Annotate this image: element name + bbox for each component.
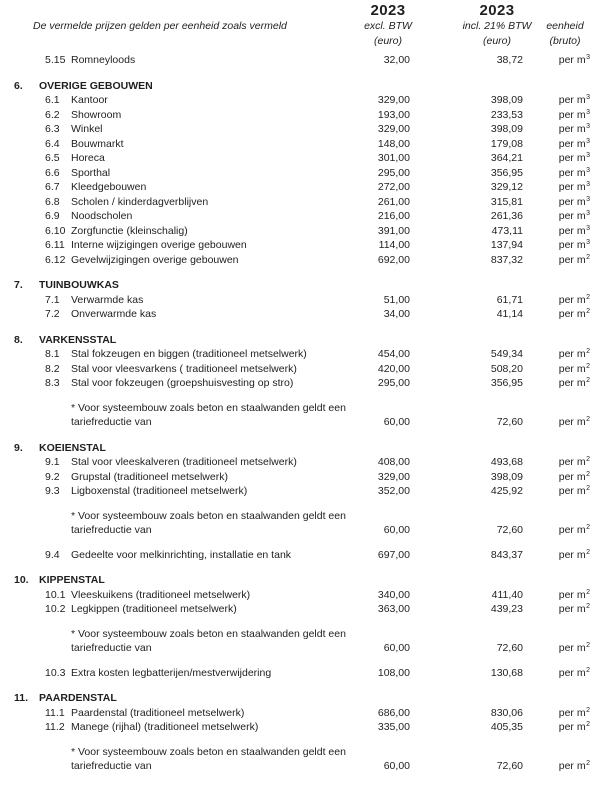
note-line-1: * Voor systeembouw zoals beton en staalwanden geldt een — [71, 509, 346, 522]
item-number: 8.2 — [45, 362, 60, 375]
price-incl-btw: 41,14 — [496, 308, 523, 320]
item-description: Stal voor vleesvarkens ( traditioneel metselwerk) — [71, 362, 297, 375]
item-description: Paardenstal (traditioneel metselwerk) — [71, 706, 245, 719]
unit-exponent: 2 — [586, 416, 590, 423]
section-title: KIPPENSTAL — [39, 574, 105, 586]
item-description: Scholen / kinderdagverblijven — [71, 195, 209, 208]
price-row — [0, 362, 604, 377]
unit-exponent: 3 — [586, 166, 590, 174]
note-row — [0, 641, 604, 656]
item-number: 6.1 — [45, 94, 60, 106]
unit-exponent: 2 — [586, 470, 590, 478]
unit-header-spacer — [515, 2, 604, 19]
unit-base: per m — [558, 239, 586, 251]
unit-base: per m — [558, 123, 586, 135]
unit-base: per m — [558, 224, 586, 237]
item-number: 9.1 — [45, 456, 60, 468]
unit-label — [523, 253, 590, 270]
price-excl-btw: 692,00 — [377, 253, 410, 266]
price-incl-btw: 830,06 — [490, 706, 523, 719]
unit-base: per m — [558, 470, 586, 483]
eenheid-label: eenheid — [546, 20, 584, 32]
unit-exponent: 2 — [586, 253, 590, 261]
item-number: 6.12 — [45, 253, 66, 266]
unit-exponent: 2 — [586, 485, 590, 492]
price-excl-btw: 329,00 — [377, 470, 410, 483]
section-number: 8. — [14, 333, 23, 346]
unit-exponent: 2 — [586, 362, 590, 370]
price-row — [0, 238, 604, 253]
unit-exponent: 3 — [586, 108, 590, 116]
item-number: 8.1 — [45, 348, 60, 360]
price-row — [0, 93, 604, 108]
price-row — [0, 376, 604, 391]
item-description: Showroom — [71, 108, 122, 121]
item-number: 6.8 — [45, 195, 60, 208]
unit-exponent: 3 — [586, 137, 590, 145]
price-excl-btw: 295,00 — [377, 166, 410, 179]
section-row — [0, 333, 604, 348]
price-row — [0, 307, 604, 322]
price-incl-btw: 837,32 — [490, 253, 523, 266]
unit-base: per m — [558, 308, 586, 320]
note-row — [0, 627, 604, 642]
unit-base: per m — [558, 293, 586, 306]
item-description: Gevelwijzigingen overige gebouwen — [71, 253, 239, 266]
price-excl-btw: 295,00 — [377, 377, 410, 389]
unit-label — [523, 759, 590, 776]
note-line-2: tariefreductie van — [71, 642, 152, 654]
item-number: 9.4 — [45, 548, 60, 561]
price-excl-btw: 272,00 — [377, 181, 410, 193]
price-incl-btw: 72,60 — [496, 416, 523, 428]
price-incl-btw: 38,72 — [496, 54, 523, 66]
section-row — [0, 278, 604, 293]
item-number: 9.3 — [45, 485, 60, 497]
price-row — [0, 548, 604, 563]
item-number: 8.3 — [45, 377, 60, 389]
unit-base: per m — [558, 456, 586, 468]
unit-exponent: 3 — [586, 224, 590, 232]
item-description: Ligboxenstal (traditioneel metselwerk) — [71, 485, 248, 497]
unit-exponent: 2 — [586, 721, 590, 728]
price-row — [0, 720, 604, 735]
section-number: 9. — [14, 441, 23, 454]
unit-base: per m — [558, 760, 586, 772]
item-description: Stal voor vleeskalveren (traditioneel metselwerk) — [71, 456, 297, 468]
price-row — [0, 151, 604, 166]
year-label-incl: 2023 — [479, 2, 515, 19]
price-row — [0, 180, 604, 195]
price-incl-btw: 549,34 — [490, 348, 523, 360]
section-row — [0, 573, 604, 588]
unit-exponent: 2 — [586, 548, 590, 556]
unit-base: per m — [558, 416, 586, 428]
unit-base: per m — [558, 524, 586, 536]
price-row — [0, 470, 604, 485]
item-number: 6.2 — [45, 108, 60, 121]
price-incl-btw: 508,20 — [490, 362, 523, 375]
unit-exponent: 3 — [586, 94, 590, 101]
price-row — [0, 253, 604, 268]
table-body — [0, 53, 604, 774]
note-row — [0, 745, 604, 760]
item-description: Interne wijzigingen overige gebouwen — [71, 239, 247, 251]
price-incl-btw: 398,09 — [490, 123, 523, 135]
bruto-label: (bruto) — [549, 34, 581, 47]
note-row — [0, 401, 604, 416]
item-number: 6.4 — [45, 137, 60, 150]
table-header — [0, 0, 604, 53]
section-row — [0, 79, 604, 94]
price-excl-btw: 60,00 — [383, 416, 410, 428]
unit-exponent: 2 — [586, 588, 590, 596]
item-description: Sporthal — [71, 166, 111, 179]
price-excl-btw: 108,00 — [377, 666, 410, 679]
unit-base: per m — [558, 588, 586, 601]
item-description: Gedeelte voor melkinrichting, installatie en tank — [71, 548, 292, 561]
price-excl-btw: 51,00 — [383, 293, 410, 306]
unit-base: per m — [558, 548, 586, 561]
item-number: 6.7 — [45, 181, 60, 193]
item-description: Stal fokzeugen en biggen (traditioneel metselwerk) — [71, 348, 307, 360]
price-row — [0, 602, 604, 617]
item-description: Kleedgebouwen — [71, 181, 147, 193]
unit-exponent: 3 — [586, 123, 590, 130]
price-incl-btw: 137,94 — [490, 239, 523, 251]
unit-label — [523, 415, 590, 432]
price-row — [0, 195, 604, 210]
price-excl-btw: 60,00 — [383, 760, 410, 772]
price-incl-btw: 843,37 — [490, 548, 523, 561]
price-row — [0, 122, 604, 137]
section-title: TUINBOUWKAS — [39, 279, 119, 291]
unit-exponent: 3 — [586, 210, 590, 217]
item-number: 6.3 — [45, 123, 60, 135]
item-number: 6.10 — [45, 224, 66, 237]
price-incl-btw: 425,92 — [490, 485, 523, 497]
unit-base: per m — [558, 253, 586, 266]
price-excl-btw: 340,00 — [377, 588, 410, 601]
note-line-1: * Voor systeembouw zoals beton en staalwanden geldt een — [71, 627, 346, 640]
note-line-1: * Voor systeembouw zoals beton en staalwanden geldt een — [71, 401, 346, 414]
price-row — [0, 209, 604, 224]
section-title: PAARDENSTAL — [39, 692, 117, 704]
unit-label — [523, 53, 590, 70]
incl-btw-label: incl. 21% BTW — [462, 20, 532, 32]
unit-base: per m — [558, 137, 586, 150]
price-incl-btw: 364,21 — [490, 152, 523, 164]
section-number: 11. — [14, 692, 29, 704]
unit-label — [523, 548, 590, 565]
price-row — [0, 347, 604, 362]
unit-exponent: 3 — [586, 181, 590, 188]
unit-exponent: 2 — [586, 293, 590, 301]
unit-exponent: 2 — [586, 603, 590, 610]
price-excl-btw: 329,00 — [377, 123, 410, 135]
price-incl-btw: 405,35 — [490, 721, 523, 733]
price-incl-btw: 261,36 — [490, 210, 523, 222]
price-row — [0, 706, 604, 721]
unit-base: per m — [558, 603, 586, 615]
item-number: 10.1 — [45, 588, 66, 601]
item-description: Zorgfunctie (kleinschalig) — [71, 224, 188, 237]
unit-base: per m — [558, 485, 586, 497]
unit-label — [523, 307, 590, 324]
price-row — [0, 108, 604, 123]
section-title: OVERIGE GEBOUWEN — [39, 79, 153, 92]
unit-base: per m — [558, 362, 586, 375]
price-incl-btw: 72,60 — [496, 642, 523, 654]
price-excl-btw: 148,00 — [377, 137, 410, 150]
unit-label — [523, 641, 590, 658]
price-excl-btw: 335,00 — [377, 721, 410, 733]
price-row — [0, 53, 604, 68]
price-excl-btw: 60,00 — [383, 642, 410, 654]
item-description: Onverwarmde kas — [71, 308, 157, 320]
price-row — [0, 588, 604, 603]
item-description: Verwarmde kas — [71, 293, 144, 306]
price-excl-btw: 114,00 — [378, 239, 410, 251]
price-incl-btw: 398,09 — [490, 94, 523, 106]
note-line-2: tariefreductie van — [71, 416, 152, 428]
incl-euro-label: (euro) — [482, 34, 511, 47]
price-excl-btw: 301,00 — [377, 152, 410, 164]
excl-btw-label: excl. BTW — [364, 20, 412, 32]
item-number: 11.1 — [45, 706, 65, 719]
year-label-excl: 2023 — [370, 2, 406, 19]
unit-exponent: 2 — [586, 642, 590, 649]
price-excl-btw: 329,00 — [377, 94, 410, 106]
price-excl-btw: 216,00 — [377, 210, 410, 222]
unit-base: per m — [558, 721, 586, 733]
price-excl-btw: 352,00 — [377, 485, 410, 497]
item-description: Kantoor — [71, 94, 108, 106]
price-excl-btw: 34,00 — [383, 308, 410, 320]
section-number: 10. — [14, 574, 29, 586]
unit-base: per m — [558, 642, 586, 654]
item-description: Legkippen (traditioneel metselwerk) — [71, 603, 237, 615]
item-number: 7.1 — [45, 293, 60, 306]
unit-exponent: 3 — [586, 195, 590, 203]
price-row — [0, 137, 604, 152]
unit-exponent: 2 — [586, 524, 590, 531]
item-description: Stal voor fokzeugen (groepshuisvesting op stro) — [71, 377, 294, 389]
price-row — [0, 166, 604, 181]
unit-base: per m — [558, 108, 586, 121]
price-incl-btw: 72,60 — [496, 760, 523, 772]
item-number: 11.2 — [45, 721, 65, 733]
price-incl-btw: 493,68 — [490, 456, 523, 468]
unit-base: per m — [558, 195, 586, 208]
note-row — [0, 509, 604, 524]
item-description: Horeca — [71, 152, 105, 164]
note-row — [0, 523, 604, 538]
price-excl-btw: 686,00 — [377, 706, 410, 719]
price-excl-btw: 363,00 — [377, 603, 410, 615]
price-row — [0, 293, 604, 308]
price-incl-btw: 72,60 — [496, 524, 523, 536]
note-row — [0, 415, 604, 430]
intro-note: De vermelde prijzen gelden per eenheid zoals vermeld — [33, 20, 287, 32]
unit-base: per m — [558, 666, 586, 679]
unit-exponent: 2 — [586, 706, 590, 714]
price-row — [0, 224, 604, 239]
unit-exponent: 3 — [586, 239, 590, 246]
unit-label — [523, 666, 590, 683]
item-description: Vleeskuikens (traditioneel metselwerk) — [71, 588, 251, 601]
item-number: 6.11 — [45, 239, 65, 251]
price-excl-btw: 420,00 — [377, 362, 410, 375]
unit-base: per m — [558, 152, 586, 164]
item-number: 10.3 — [45, 666, 66, 679]
item-number: 6.9 — [45, 210, 60, 222]
price-excl-btw: 32,00 — [383, 54, 410, 66]
item-number: 6.5 — [45, 152, 60, 164]
price-excl-btw: 454,00 — [377, 348, 410, 360]
price-incl-btw: 130,68 — [490, 666, 523, 679]
unit-base: per m — [558, 706, 586, 719]
unit-exponent: 2 — [586, 760, 590, 767]
unit-exponent: 2 — [586, 308, 590, 315]
unit-label — [523, 720, 590, 737]
price-excl-btw: 391,00 — [377, 224, 410, 237]
unit-label — [523, 523, 590, 540]
item-description: Extra kosten legbatterijen/mestverwijdering — [71, 666, 272, 679]
price-incl-btw: 233,53 — [490, 108, 523, 121]
column-header-unit — [515, 2, 604, 48]
item-description: Noodscholen — [71, 210, 133, 222]
section-title: KOEIENSTAL — [39, 441, 106, 454]
unit-label — [523, 376, 590, 393]
price-excl-btw: 408,00 — [377, 456, 410, 468]
unit-label — [523, 602, 590, 619]
section-row — [0, 441, 604, 456]
item-number: 5.15 — [45, 54, 66, 66]
price-incl-btw: 329,12 — [490, 181, 523, 193]
price-row — [0, 666, 604, 681]
unit-exponent: 2 — [586, 456, 590, 463]
unit-base: per m — [558, 181, 586, 193]
item-description: Bouwmarkt — [71, 137, 124, 150]
unit-label — [523, 484, 590, 501]
column-header-excl-btw — [328, 2, 448, 48]
unit-exponent: 3 — [586, 54, 590, 61]
unit-base: per m — [558, 166, 586, 179]
section-row — [0, 691, 604, 706]
unit-base: per m — [558, 348, 586, 360]
item-description: Winkel — [71, 123, 103, 135]
item-description: Manege (rijhal) (traditioneel metselwerk) — [71, 721, 259, 733]
unit-exponent: 2 — [586, 348, 590, 355]
item-description: Romneyloods — [71, 54, 136, 66]
price-excl-btw: 60,00 — [383, 524, 410, 536]
section-title: VARKENSSTAL — [39, 333, 117, 346]
price-row — [0, 484, 604, 499]
item-number: 7.2 — [45, 308, 60, 320]
price-incl-btw: 356,95 — [490, 166, 523, 179]
price-excl-btw: 261,00 — [377, 195, 410, 208]
unit-exponent: 2 — [586, 377, 590, 384]
price-incl-btw: 398,09 — [490, 470, 523, 483]
price-excl-btw: 697,00 — [377, 548, 410, 561]
price-excl-btw: 193,00 — [377, 108, 410, 121]
unit-base: per m — [558, 210, 586, 222]
price-incl-btw: 411,40 — [491, 588, 523, 601]
price-incl-btw: 315,81 — [490, 195, 523, 208]
item-number: 9.2 — [45, 470, 60, 483]
excl-euro-label: (euro) — [373, 34, 402, 47]
item-number: 6.6 — [45, 166, 60, 179]
price-incl-btw: 473,11 — [491, 224, 523, 237]
note-line-1: * Voor systeembouw zoals beton en staalwanden geldt een — [71, 745, 346, 758]
unit-exponent: 3 — [586, 152, 590, 159]
unit-exponent: 2 — [586, 666, 590, 674]
unit-base: per m — [558, 377, 586, 389]
unit-base: per m — [558, 54, 586, 66]
item-description: Grupstal (traditioneel metselwerk) — [71, 470, 228, 483]
price-row — [0, 455, 604, 470]
price-incl-btw: 61,71 — [496, 293, 523, 306]
unit-base: per m — [558, 94, 586, 106]
price-incl-btw: 179,08 — [490, 137, 523, 150]
note-line-2: tariefreductie van — [71, 760, 152, 772]
price-incl-btw: 356,95 — [490, 377, 523, 389]
item-number: 10.2 — [45, 603, 66, 615]
section-number: 6. — [14, 79, 23, 92]
note-row — [0, 759, 604, 774]
note-line-2: tariefreductie van — [71, 524, 152, 536]
section-number: 7. — [14, 279, 23, 291]
price-incl-btw: 439,23 — [490, 603, 523, 615]
